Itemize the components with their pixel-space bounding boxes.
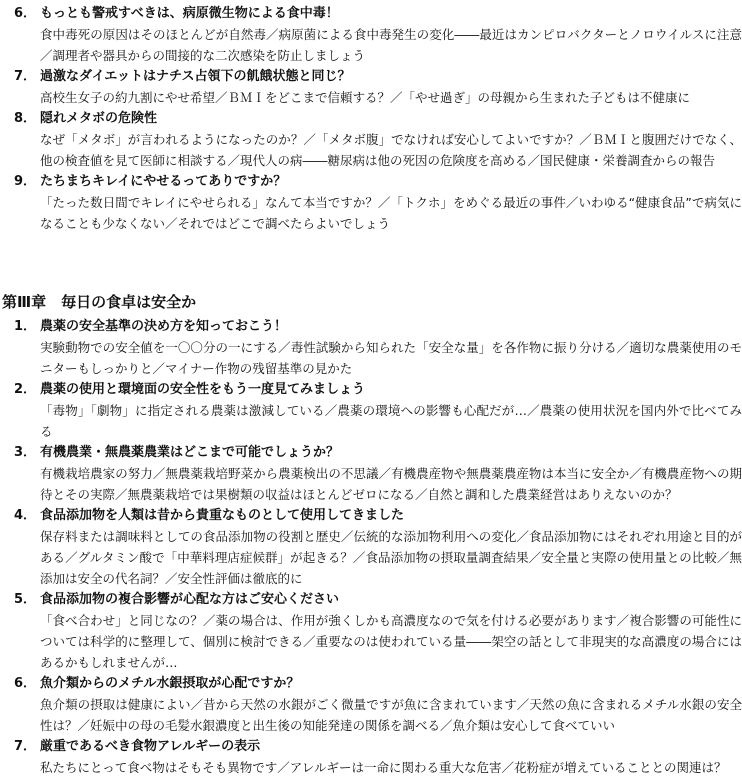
item-title: 農薬の安全基準の決め方を知っておこう！ [40,319,288,334]
item-description: 保存料または調味料としての食品添加物の役割と歴史／伝統的な添加物利用への変化／食品添加物にはそれぞれ用途と目的がある／グルタミン酸で「中華料理店症候群」が起きる？／食品添加物の摂取量調査結果／安全量と実際の使用量との比較／無添加は安全の代名詞？／安全性評価は徹底的に [40,529,742,586]
item-number: 7． [13,69,36,84]
list-item [0,442,742,505]
list-item [0,66,742,108]
item-title: 魚介類からのメチル水銀摂取が心配ですか？ [40,676,300,691]
item-title: もっとも警戒すべきは、病原微生物による食中毒！ [40,6,339,21]
item-description: 実験動物での安全値を一〇〇分の一にする／毒性試験から知られた「安全な量」を各作物に振り分ける／適切な農薬使用のモニターもしっかりと／マイナー作物の残留基準の見かた [40,340,742,376]
list-item [0,589,742,673]
item-description: 私たちにとって食べ物はそもそも異物です／アレルギーは一命に関わる重大な危害／花粉症が増えていることとの関連は？ [40,760,727,775]
item-title: 有機農業・無農薬農業はどこまで可能でしょうか？ [40,445,340,460]
item-heading [0,442,742,463]
item-description: 「たった数日間でキレイにやせられる」なんて本当ですか？／「トクホ」をめぐる最近の事件／いわゆる“健康食品”で病気になることも少なくない／それではどこで調べたらよいでしょう [40,195,742,231]
item-number: 9． [13,174,36,189]
item-title: 過激なダイエットはナチス占領下の飢餓状態と同じ？ [40,69,351,84]
item-heading [0,736,742,757]
item-number: 7． [13,739,36,754]
item-heading [0,589,742,610]
item-number: 8． [13,111,36,126]
item-title: 食品添加物を人類は昔から貴重なものとして使用してきました [40,508,405,523]
list-item [0,3,742,66]
item-number: 6． [13,676,36,691]
item-heading [0,379,742,400]
item-description: 「食べ合わせ」と同じなの？／薬の場合は、作用が強くしかも高濃度なので気を付ける必要があります／複合影響の可能性については科学的に整理して、個別に検討できる／重要なのは使われている量――架空の話として非現実的な高濃度の場合にはあるかもしれませんが… [40,613,742,670]
item-heading [0,316,742,337]
item-description: 「毒物」「劇物」に指定される農薬は激減している／農薬の環境への影響も心配だが…／農薬の使用状況を国内外で比べてみる [40,403,742,439]
list-item [0,379,742,442]
list-item [0,171,742,234]
item-title: 隠れメタボの危険性 [40,111,158,126]
item-title: 農薬の使用と環境面の安全性をもう一度見てみましょう [40,382,366,397]
item-number: 6． [13,6,36,21]
item-title: たちまちキレイにやせるってありですか？ [40,174,287,189]
chapter-section [0,286,742,778]
item-heading [0,3,742,24]
list-item [0,673,742,736]
item-number: 1． [13,319,36,334]
item-title: 食品添加物の複合影響が心配な方はご安心ください [40,592,340,607]
item-heading [0,108,742,129]
item-description: 魚介類の摂取は健康によい／昔から天然の水銀がごく微量ですが魚に含まれています／天然の魚に含まれるメチル水銀の安全性は？／妊娠中の母の毛髪水銀濃度と出生後の知能発達の関係を調べる／魚介類は安心して食べていい [40,697,742,733]
section-continued [0,3,742,234]
item-title: 厳重であるべき食物アレルギーの表示 [40,739,261,754]
list-item [0,316,742,379]
list-item [0,505,742,589]
list-item [0,108,742,171]
item-number: 5． [13,592,36,607]
item-heading [0,673,742,694]
item-number: 2． [13,382,36,397]
item-description: 食中毒死の原因はそのほとんどが自然毒／病原菌による食中毒発生の変化――最近はカンピロバクターとノロウイルスに注意／調理者や器具からの間接的な二次感染を防止しましょう [40,27,742,63]
list-item [0,736,742,778]
item-heading [0,171,742,192]
item-heading [0,66,742,87]
item-description: 有機栽培農家の努力／無農薬栽培野菜から農薬検出の不思議／有機農産物や無農薬農産物は本当に安全か／有機農産物への期待とその実際／無農薬栽培では果樹類の収益はほとんどゼロになる／自然と調和した農業経営はありえないのか？ [40,466,742,502]
item-description: なぜ「メタボ」が言われるようになったのか？／「メタボ腹」でなければ安心してよいですか？／ＢＭＩと腹囲だけでなく、他の検査値を見て医師に相談する／現代人の病――糖尿病は他の死因の危険度を高める／国民健康・栄養調査からの報告 [40,132,742,168]
item-number: 4． [13,508,36,523]
item-description: 高校生女子の約九割にやせ希望／ＢＭＩをどこまで信頼する？／「やせ過ぎ」の母親から生まれた子どもは不健康に [40,90,691,105]
item-heading [0,505,742,526]
chapter-title: 第Ⅲ章 毎日の食卓は安全か [2,293,197,311]
item-number: 3． [13,445,36,460]
